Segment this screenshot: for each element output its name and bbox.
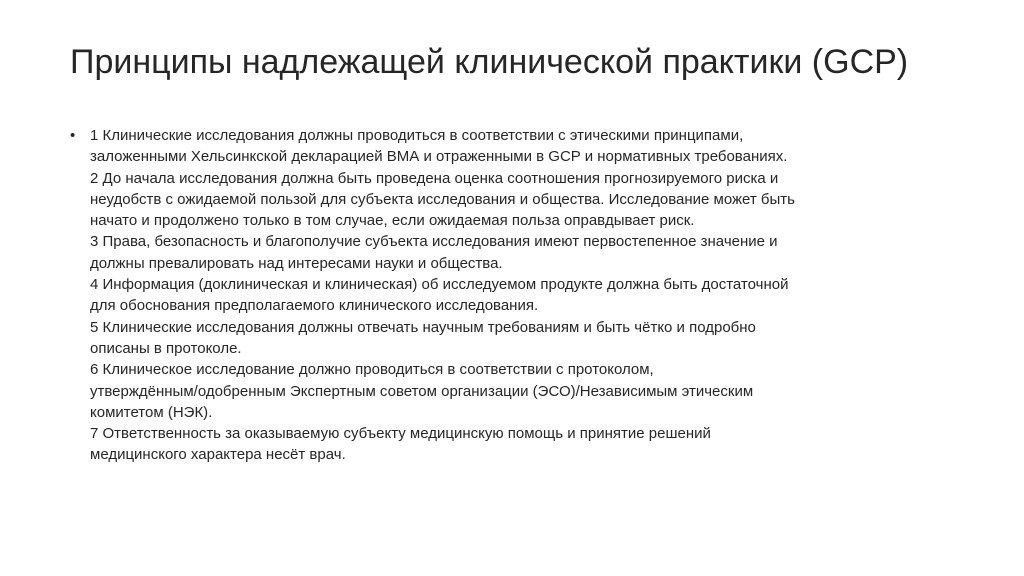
bullet-dot-icon: • — [70, 127, 76, 144]
text-line: 5 Клинические исследования должны отвечать научным требованиям и быть чётко и подробно — [90, 318, 756, 336]
slide-title: Принципы надлежащей клинической практики (GCP) — [70, 43, 909, 81]
text-line: комитетом (НЭК). — [90, 403, 213, 421]
text-line: заложенными Хельсинкской декларацией ВМА и отраженными в GCP и нормативных требованиях. — [90, 148, 788, 166]
text-line: должны превалировать над интересами науки и общества. — [90, 254, 503, 272]
text-line: утверждённым/одобренным Экспертным советом организации (ЭСО)/Независимым этическим — [90, 382, 754, 400]
text-line: описаны в протоколе. — [90, 339, 242, 357]
bullet-text-block — [90, 125, 950, 466]
text-line: 4 Информация (доклиническая и клиническая) об исследуемом продукте должна быть достаточной — [90, 276, 789, 294]
text-line: для обоснования предполагаемого клинического исследования. — [90, 297, 539, 315]
text-line: 6 Клиническое исследование должно проводиться в соответствии с протоколом, — [90, 361, 654, 379]
text-line: 2 До начала исследования должна быть проведена оценка соотношения прогнозируемого риска и — [90, 169, 779, 187]
slide-content — [70, 125, 950, 466]
bullet-item — [70, 125, 950, 466]
text-line: 3 Права, безопасность и благополучие субъекта исследования имеют первостепенное значение и — [90, 233, 778, 251]
text-line: неудобств с ожидаемой пользой для субъекта исследования и общества. Исследование может быть — [90, 190, 795, 208]
text-line: медицинского характера несёт врач. — [90, 446, 346, 464]
text-line: 7 Ответственность за оказываемую субъекту медицинскую помощь и принятие решений — [90, 425, 711, 443]
text-line: начато и продолжено только в том случае, если ожидаемая польза оправдывает риск. — [90, 212, 695, 230]
text-line: 1 Клинические исследования должны проводиться в соответствии с этическими принципами, — [90, 127, 744, 144]
